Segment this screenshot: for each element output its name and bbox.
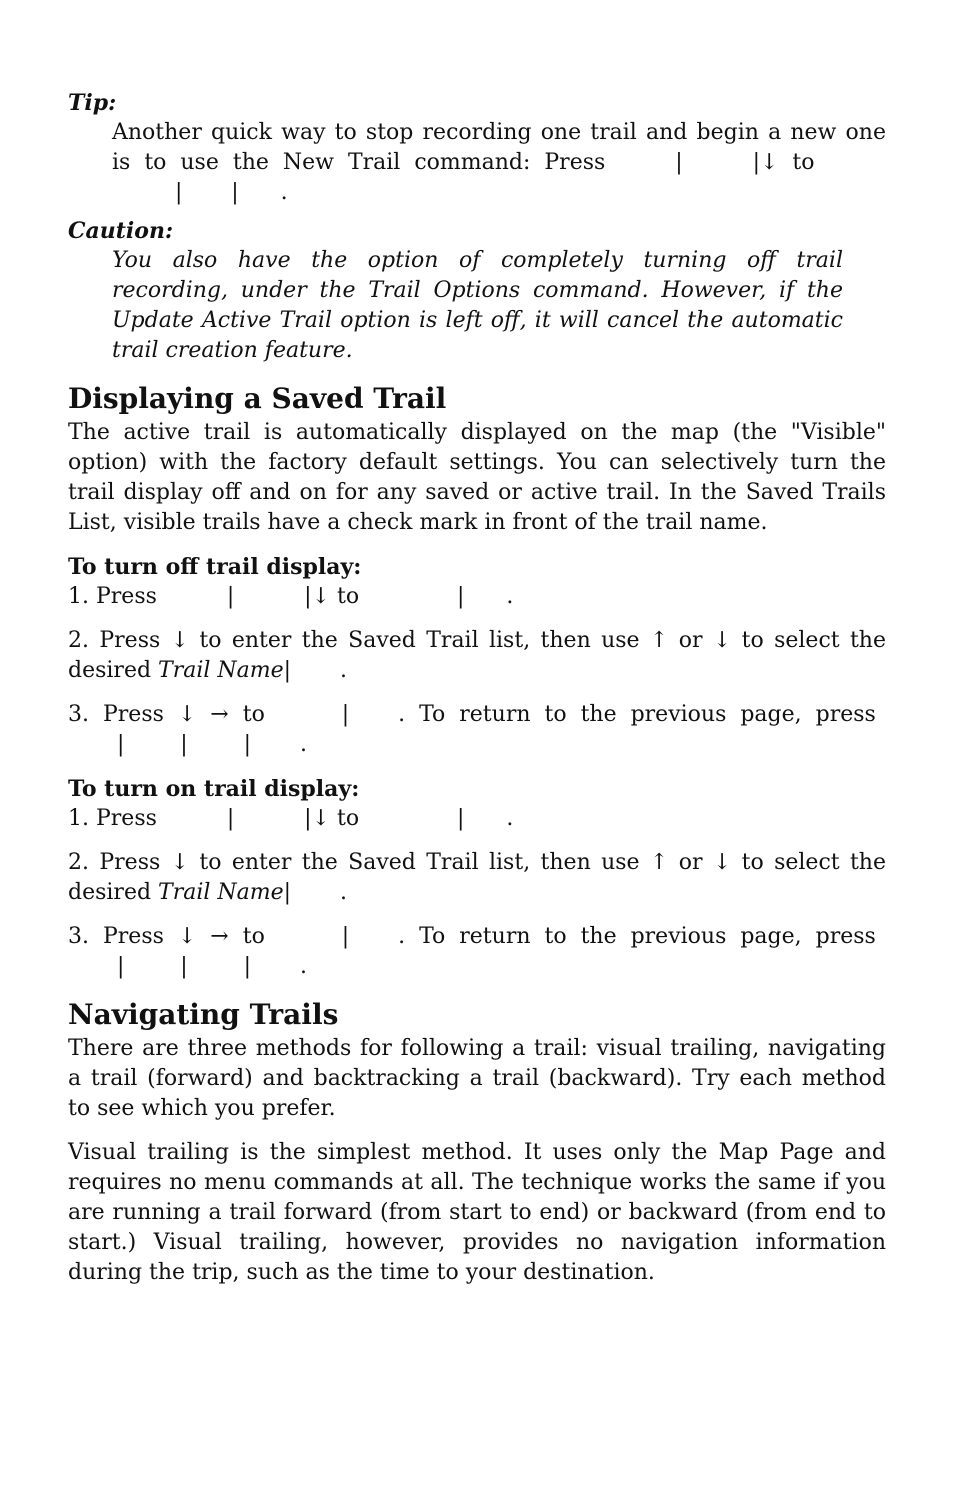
caution-label: Caution: [68,218,174,244]
turn-on-step-3-a: 3. Press ↓ → to | . To return to the previous page, press [68,924,876,949]
navigating-para-2: Visual trailing is the simplest method. It uses only the Map Page and requires no menu commands at all. The technique works the same if you are running a trail forward (from start to end) or backward (from end to start.) Visual trailing, however, provides no navigation information during the trip, such as the time to your destination. [68,1140,886,1285]
tip-line-2: is to use the New Trail command: Press | |↓ to [112,150,815,175]
tip-line-1: Another quick way to stop recording one trail and begin a new one [112,120,886,145]
turn-off-step-3-b: | | | . [68,732,308,757]
turn-on-title: To turn on trail display: [68,776,360,802]
turn-off-step-3-a: 3. Press ↓ → to | . To return to the previous page, press [68,702,876,727]
turn-off-step-2-tail: | . [283,658,348,683]
section-heading-navigating: Navigating Trails [68,998,339,1031]
turn-off-title: To turn off trail display: [68,554,362,580]
turn-off-step-2 [68,626,886,686]
tip-text [112,118,886,208]
turn-off-step-1: 1. Press | |↓ to | . [68,584,514,609]
section-heading-displaying: Displaying a Saved Trail [68,382,447,415]
tip-line-3: | | . [112,180,288,205]
turn-on-step-3-b: | | | . [68,954,308,979]
turn-on-step-2 [68,848,886,908]
turn-on-step-2-tail: | . [283,880,348,905]
turn-on-step-2-trail-name: Trail Name [158,880,284,905]
caution-text: You also have the option of completely turning off trail recording, under the Trail Options command. However, if the Update Active Trail option is left off, it will cancel the automatic trail creation feature. [112,248,843,363]
section-intro-displaying: The active trail is automatically displayed on the map (the "Visible" option) with the factory default settings. You can selectively turn the trail display off and on for any saved or active trail. In the Saved Trails List, visible trails have a check mark in front of the trail name. [68,420,886,535]
navigating-para-1: There are three methods for following a trail: visual trailing, navigating a trail (forward) and backtracking a trail (backward). Try each method to see which you prefer. [68,1036,886,1121]
tip-label: Tip: [68,90,117,116]
turn-on-step-1: 1. Press | |↓ to | . [68,806,514,831]
turn-off-step-2-text: 2. Press ↓ to enter the Saved Trail list, then use ↑ or ↓ to select the desired [68,628,886,683]
manual-page [68,88,886,1288]
turn-off-step-2-trail-name: Trail Name [158,658,284,683]
turn-on-step-2-text: 2. Press ↓ to enter the Saved Trail list, then use ↑ or ↓ to select the desired [68,850,886,905]
